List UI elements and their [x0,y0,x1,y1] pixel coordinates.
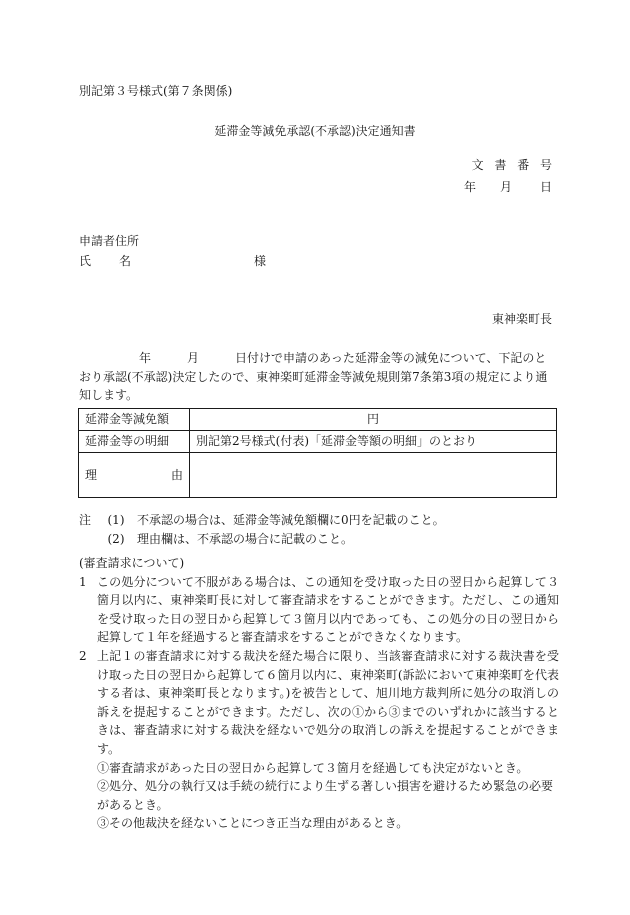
row-value-reason [190,453,557,498]
list-item [79,530,559,549]
honorific: 様 [254,254,267,268]
body-paragraph: 年 月 日付けで申請のあった延滞金等の減免について、下記のとおり承認(不承認)決定したので、東神楽町延滞金等減免規則第7条第3項の規定により通知します。 [79,351,548,402]
document-number-label: 文書番号 [471,158,563,172]
name-label-char-1: 氏 [79,254,92,268]
list-item [79,511,559,530]
row-value-details: 別記第2号様式(付表)「延滞金等額の明細」のとおり [190,431,557,453]
date-day-label: 日 [539,180,552,194]
issuer-name: 東神楽町長 [491,312,552,326]
notes [79,511,559,549]
name-label-char-2: 名 [119,254,132,268]
document-title: 延滞金等減免承認(不承認)決定通知書 [214,124,416,138]
applicant-name-row [79,254,266,268]
row-value-amount: 円 [190,409,557,431]
table-row [79,409,557,431]
list-item [79,647,559,759]
date-month-label: 月 [499,180,512,194]
reason-char-1: 理 [85,467,98,482]
note-number: (2) [107,532,125,546]
row-label-reason [79,453,190,498]
appeal-item-number: 2 [79,648,87,663]
appeal-sub-item: ③その他裁決を経ないことにつき正当な理由があるとき。 [97,816,409,831]
list-item [79,573,559,647]
reduction-info-table [78,408,557,498]
row-label-amount: 延滞金等減免額 [79,409,190,431]
note-number: (1) [107,513,125,527]
form-label: 別記第３号様式(第７条関係) [79,84,233,98]
date-year-label: 年 [463,180,476,194]
document-date [464,180,552,194]
appeal-heading: (審査請求について) [79,556,185,570]
appeal-item-text: この処分について不服がある場合は、この通知を受け取った日の翌日から起算して３箇月以内に、東神楽町長に対して審査請求をすることができます。ただし、この通知を受け取った日の翌日から起算して３箇月以内であっても、この処分の日の翌日から起算して１年を経過すると審査請求をすることができなくなります。 [97,574,559,645]
table-row [79,453,557,498]
note-text: 不承認の場合は、延滞金等減免額欄に0円を記載のこと。 [137,513,445,527]
appeal-sub-item: ①審査請求があった日の翌日から起算して３箇月を経過しても決定がないとき。 [97,760,529,775]
appeal-item-number: 1 [79,574,87,589]
applicant-address-label: 申請者住所 [79,234,140,248]
appeal-section [79,554,559,833]
row-label-details: 延滞金等の明細 [79,431,190,453]
notes-head: 注 [79,513,92,527]
appeal-sub-item: ②処分、処分の執行又は手続の続行により生ずる著しい損害を避けるため緊急の必要があるとき。 [97,779,554,812]
appeal-item-text: 上記１の審査請求に対する裁決を経た場合に限り、当該審査請求に対する裁決書を受け取った日の翌日から起算して６箇月以内に、東神楽町(訴訟において東神楽町を代表する者は、東神楽町長となります。)を被告として、旭川地方裁判所に処分の取消しの訴えを提起することができます。ただし、次の①から③までのいずれかに該当するときは、審査請求に対する裁決を経ないで処分の取消しの訴えを提起することができます。 [97,648,559,756]
note-text: 理由欄は、不承認の場合に記載のこと。 [137,532,354,546]
reason-char-2: 由 [170,467,183,482]
table-row [79,431,557,453]
